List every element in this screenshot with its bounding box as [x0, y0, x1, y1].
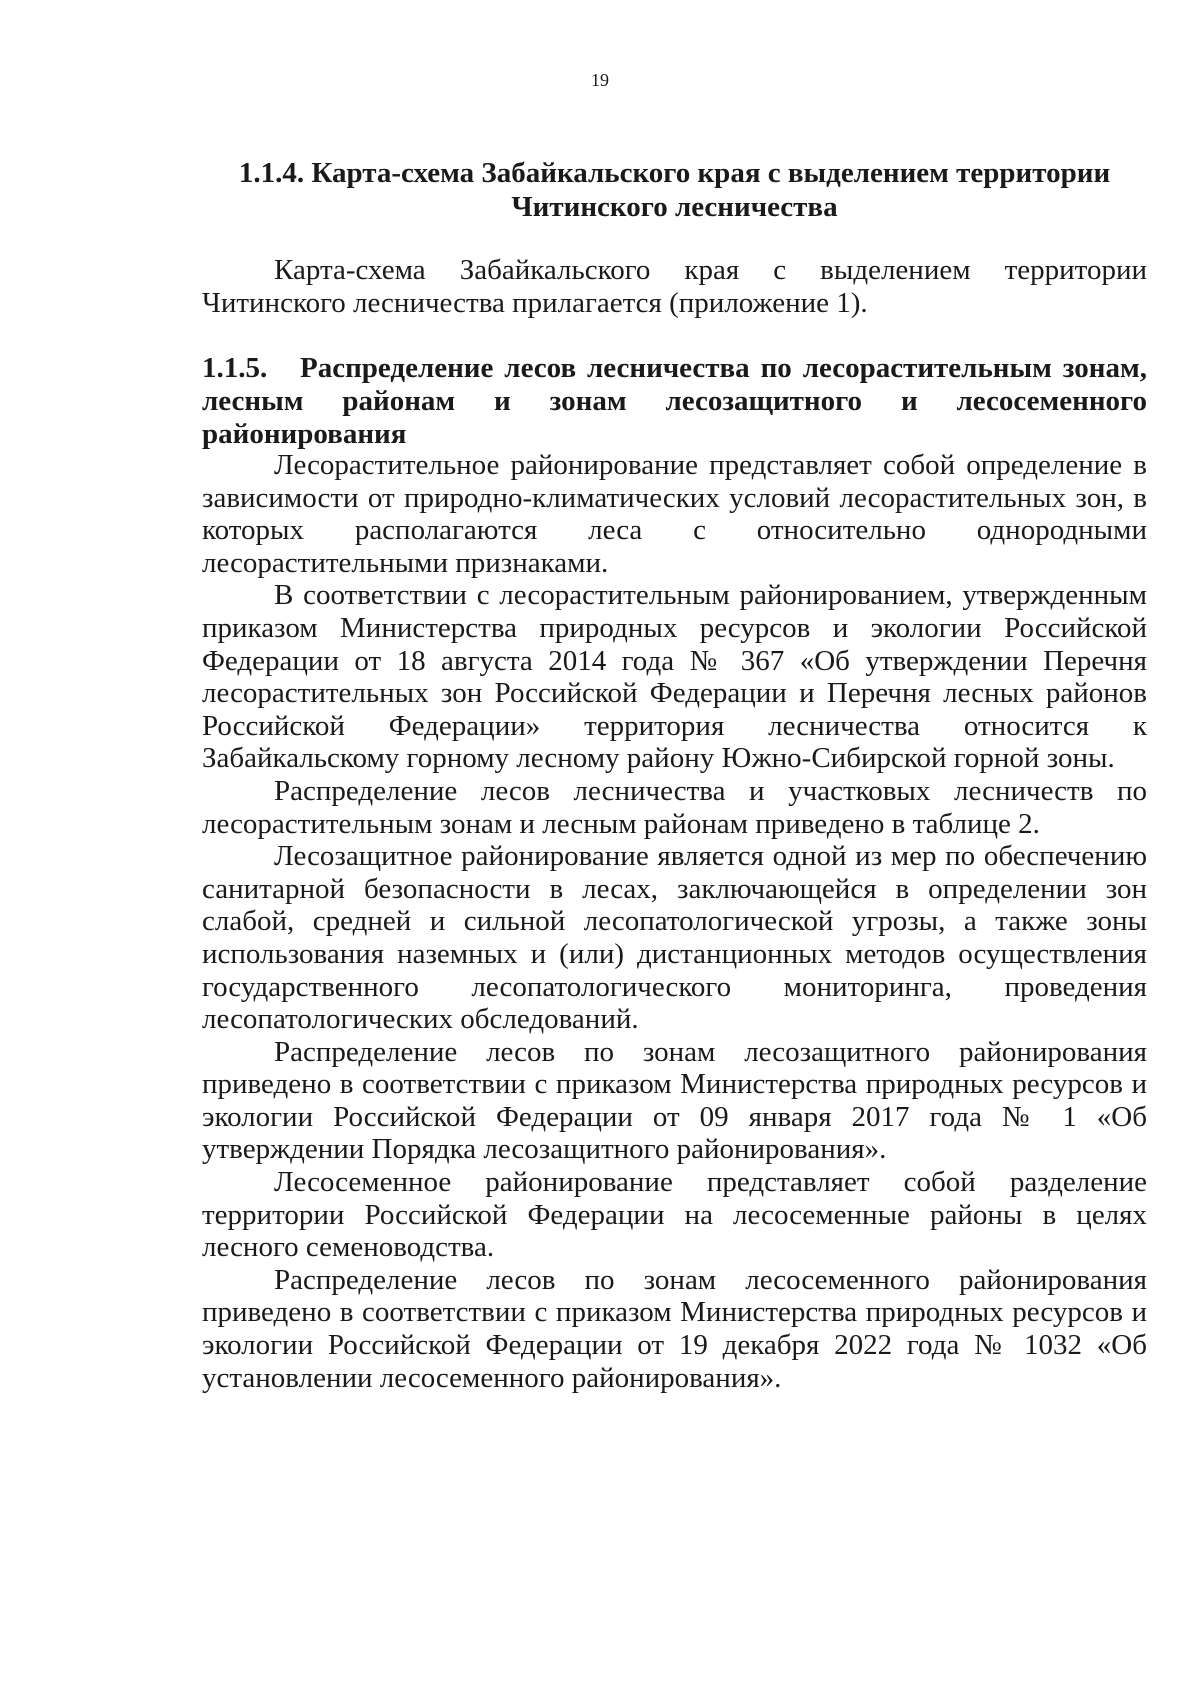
- section-heading-line: [202, 352, 1147, 385]
- section-body: [202, 449, 1147, 1394]
- section-heading-line: лесным районам и зонам лесозащитного и лесосеменного районирования: [202, 385, 1147, 450]
- body-paragraph: Лесорастительное районирование представляет собой определение в зависимости от природно-климатических условий лесорастительных зон, в которых располагаются леса с относительно однородными лесорастительными признаками.: [202, 449, 1147, 579]
- paragraph-map-reference: Карта-схема Забайкальского края с выделением территории Читинского лесничества прилагается (приложение 1).: [202, 254, 1147, 319]
- body-paragraph: Лесозащитное районирование является одной из мер по обеспечению санитарной безопасности в лесах, заключающейся в определении зон слабой, средней и сильной лесопатологической угрозы, а также зоны использования наземных и (или) дистанционных методов осуществления государственного лесопатологического мониторинга, проведения лесопатологических обследований.: [202, 840, 1147, 1036]
- section-heading-line: 1.1.4. Карта-схема Забайкальского края с выделением территории: [238, 157, 1111, 189]
- section-number: 1.1.5.: [202, 352, 268, 384]
- body-paragraph: Распределение лесов по зонам лесозащитного районирования приведено в соответствии с приказом Министерства природных ресурсов и экологии Российской Федерации от 09 января 2017 года № 1 «Об утверждении Порядка лесозащитного районирования».: [202, 1035, 1147, 1166]
- body-paragraph: Лесосеменное районирование представляет собой разделение территории Российской Федерации на лесосеменные районы в целях лесного семеноводства.: [202, 1166, 1147, 1264]
- section-heading-line: Читинского лесничества: [511, 191, 838, 223]
- body-paragraph: В соответствии с лесорастительным районированием, утвержденным приказом Министерства природных ресурсов и экологии Российской Федерации от 18 августа 2014 года № 367 «Об утверждении Перечня лесорастительных зон Российской Федерации и Перечня лесных районов Российской Федерации» территория лесничества относится к Забайкальскому горному лесному району Южно-Сибирской горной зоны.: [202, 579, 1147, 775]
- section-heading-text: Распределение лесов лесничества по лесорастительным зонам,: [300, 352, 1147, 384]
- body-paragraph: Распределение лесов лесничества и участковых лесничеств по лесорастительным зонам и лесным районам приведено в таблице 2.: [202, 774, 1147, 840]
- section-heading-1-1-5: [202, 352, 1147, 451]
- section-heading-1-1-4: [202, 156, 1147, 224]
- body-paragraph: Распределение лесов по зонам лесосеменного районирования приведено в соответствии с приказом Министерства природных ресурсов и экологии Российской Федерации от 19 декабря 2022 года № 1032 «Об установлении лесосеменного районирования».: [202, 1263, 1147, 1394]
- page-number: 19: [591, 70, 609, 90]
